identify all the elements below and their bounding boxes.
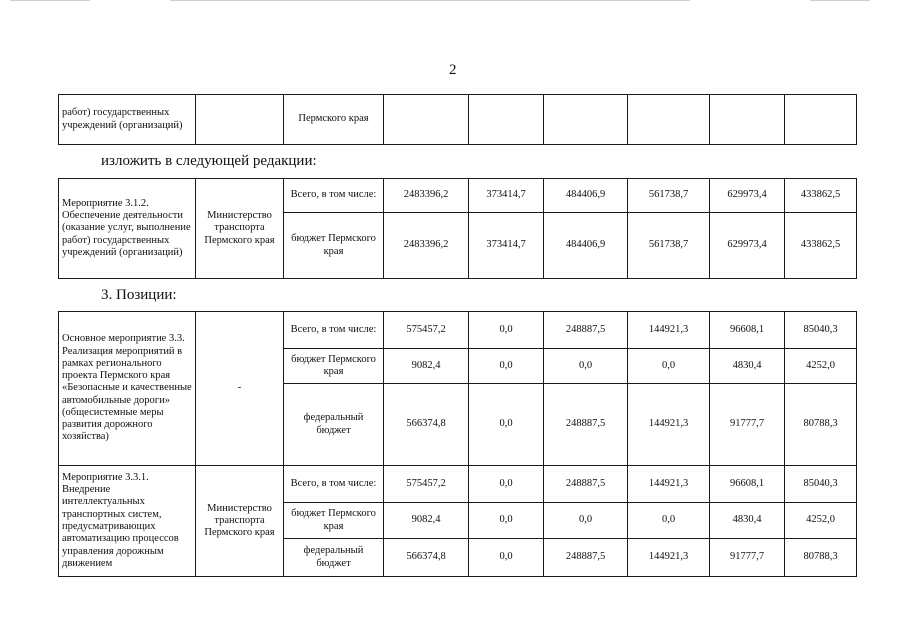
executor-cell: Министерство транспорта Пермского края <box>196 179 284 279</box>
funding-source: Всего, в том числе: <box>284 179 384 213</box>
value-cell: 2483396,2 <box>384 213 469 279</box>
value-cell: 4252,0 <box>785 503 857 539</box>
value-cell <box>544 95 628 145</box>
funding-source: Пермского края <box>284 95 384 145</box>
value-cell: 484406,9 <box>544 213 628 279</box>
value-cell: 80788,3 <box>785 384 857 466</box>
funding-source: Всего, в том числе: <box>284 312 384 349</box>
table-activity-3-3 <box>58 311 857 577</box>
funding-source: бюджет Пермского края <box>284 503 384 539</box>
funding-source: бюджет Пермского края <box>284 213 384 279</box>
value-cell: 96608,1 <box>710 312 785 349</box>
value-cell: 248887,5 <box>544 539 628 577</box>
value-cell: 144921,3 <box>628 539 710 577</box>
value-cell: 484406,9 <box>544 179 628 213</box>
value-cell: 91777,7 <box>710 539 785 577</box>
funding-source: федеральный бюджет <box>284 539 384 577</box>
value-cell: 248887,5 <box>544 466 628 503</box>
activity-description: работ) государственных учреждений (организаций) <box>59 95 196 145</box>
value-cell: 0,0 <box>544 503 628 539</box>
value-cell: 0,0 <box>469 466 544 503</box>
value-cell: 566374,8 <box>384 384 469 466</box>
value-cell: 0,0 <box>469 349 544 384</box>
value-cell: 248887,5 <box>544 312 628 349</box>
value-cell <box>469 95 544 145</box>
value-cell <box>785 95 857 145</box>
activity-description: Мероприятие 3.3.1. Внедрение интеллектуальных транспортных систем, предусматривающих автоматизацию процессов управления дорожным движением <box>59 466 196 577</box>
instruction-text: изложить в следующей редакции: <box>101 153 317 169</box>
value-cell: 575457,2 <box>384 312 469 349</box>
value-cell: 373414,7 <box>469 213 544 279</box>
value-cell: 96608,1 <box>710 466 785 503</box>
table-row <box>59 312 857 349</box>
value-cell: 4830,4 <box>710 503 785 539</box>
funding-source: бюджет Пермского края <box>284 349 384 384</box>
activity-description: Основное мероприятие 3.3. Реализация мероприятий в рамках регионального проекта Пермского края «Безопасные и качественные автомобильные дороги» (общесистемные меры развития дорожного хозяйства) <box>59 312 196 466</box>
funding-source: Всего, в том числе: <box>284 466 384 503</box>
table-fragment-top <box>58 94 857 145</box>
table-row <box>59 95 857 145</box>
activity-description: Мероприятие 3.1.2. Обеспечение деятельности (оказание услуг, выполнение работ) государственных учреждений (организаций) <box>59 179 196 279</box>
table-row <box>59 466 857 503</box>
scan-top-line-center <box>170 0 690 1</box>
value-cell: 433862,5 <box>785 213 857 279</box>
value-cell: 4252,0 <box>785 349 857 384</box>
value-cell: 373414,7 <box>469 179 544 213</box>
page-number: 2 <box>449 62 457 78</box>
value-cell: 0,0 <box>469 384 544 466</box>
scan-top-line-left <box>10 0 90 1</box>
value-cell: 0,0 <box>628 503 710 539</box>
table-activity-3-1-2 <box>58 178 857 279</box>
value-cell: 9082,4 <box>384 503 469 539</box>
value-cell: 629973,4 <box>710 213 785 279</box>
value-cell: 9082,4 <box>384 349 469 384</box>
section-heading: 3. Позиции: <box>101 287 177 303</box>
value-cell: 561738,7 <box>628 213 710 279</box>
value-cell: 0,0 <box>628 349 710 384</box>
value-cell: 85040,3 <box>785 466 857 503</box>
value-cell: 2483396,2 <box>384 179 469 213</box>
value-cell: 433862,5 <box>785 179 857 213</box>
value-cell: 575457,2 <box>384 466 469 503</box>
value-cell: 85040,3 <box>785 312 857 349</box>
value-cell <box>384 95 469 145</box>
table-row <box>59 179 857 213</box>
executor-cell: Министерство транспорта Пермского края <box>196 466 284 577</box>
value-cell: 248887,5 <box>544 384 628 466</box>
executor-cell: - <box>196 312 284 466</box>
value-cell: 0,0 <box>469 539 544 577</box>
executor-cell <box>196 95 284 145</box>
value-cell <box>710 95 785 145</box>
value-cell: 629973,4 <box>710 179 785 213</box>
value-cell: 0,0 <box>469 503 544 539</box>
scan-top-line-right <box>810 0 870 1</box>
value-cell: 144921,3 <box>628 312 710 349</box>
value-cell: 561738,7 <box>628 179 710 213</box>
value-cell: 0,0 <box>544 349 628 384</box>
value-cell: 144921,3 <box>628 466 710 503</box>
value-cell: 91777,7 <box>710 384 785 466</box>
value-cell <box>628 95 710 145</box>
value-cell: 80788,3 <box>785 539 857 577</box>
value-cell: 144921,3 <box>628 384 710 466</box>
funding-source: федеральный бюджет <box>284 384 384 466</box>
value-cell: 566374,8 <box>384 539 469 577</box>
value-cell: 4830,4 <box>710 349 785 384</box>
value-cell: 0,0 <box>469 312 544 349</box>
